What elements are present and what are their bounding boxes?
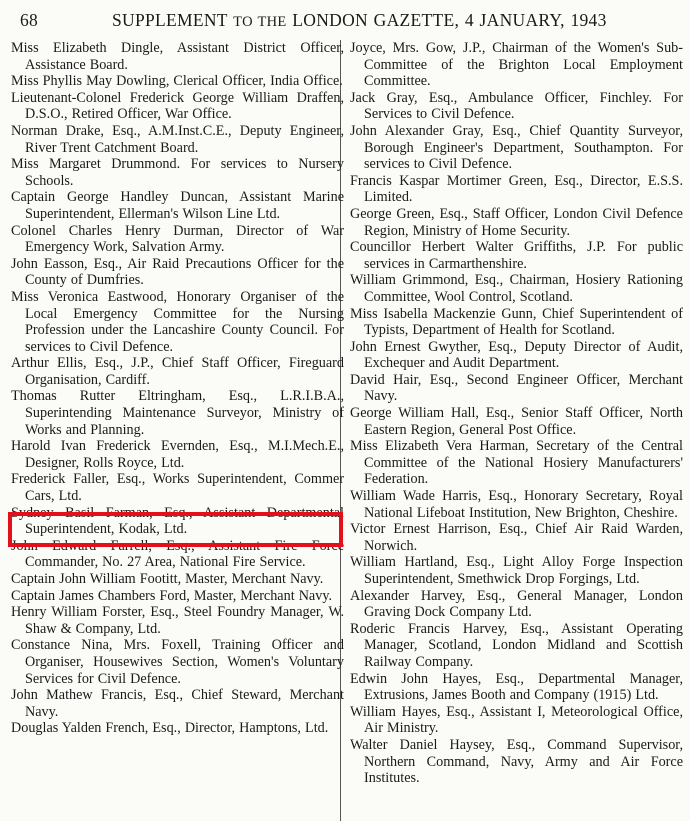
honour-entry: Councillor Herbert Walter Griffiths, J.P. For public services in Carmarthenshire.	[350, 239, 683, 272]
honour-entry: Lieutenant-Colonel Frederick George William Draffen, D.S.O., Retired Officer, War Office.	[11, 89, 344, 123]
honour-entry: Arthur Ellis, Esq., J.P., Chief Staff Officer, Fireguard Organisation, Cardiff.	[11, 355, 344, 388]
honour-entry: Captain John William Footitt, Master, Merchant Navy.	[11, 571, 324, 587]
honour-entry: Harold Ivan Frederick Evernden, Esq., M.I.Mech.E., Designer, Rolls Royce, Ltd.	[11, 438, 344, 471]
honour-entry: Henry William Forster, Esq., Steel Foundry Manager, W. Shaw & Company, Ltd.	[11, 604, 344, 637]
honour-entry: Alexander Harvey, Esq., General Manager, London Graving Dock Company Ltd.	[350, 587, 683, 621]
page-number: 68	[20, 10, 39, 30]
honour-entry: Norman Drake, Esq., A.M.Inst.C.E., Deputy Engineer, River Trent Catchment Board.	[11, 122, 344, 156]
honour-entry: William Hayes, Esq., Assistant I, Meteorological Office, Air Ministry.	[350, 703, 683, 737]
honour-entry: Victor Ernest Harrison, Esq., Chief Air Raid Warden, Norwich.	[350, 521, 683, 554]
honour-entry: Miss Margaret Drummond. For services to Nursery Schools.	[11, 156, 344, 189]
honour-entry: John Edward Farrell, Esq., Assistant Fire Force Commander, No. 27 Area, National Fire Service.	[11, 537, 344, 571]
honour-entry: Edwin John Hayes, Esq., Departmental Manager, Extrusions, James Booth and Company (1915) Ltd.	[350, 670, 683, 704]
honour-entry: David Hair, Esq., Second Engineer Officer, Merchant Navy.	[350, 371, 683, 405]
honour-entry: Miss Elizabeth Vera Harman, Secretary of the Central Committee of the National Hosiery Manufacturers' Federation.	[350, 438, 683, 488]
honour-entry: Thomas Rutter Eltringham, Esq., L.R.I.B.A., Superintending Maintenance Surveyor, Ministry of Works and Planning.	[11, 388, 344, 438]
honour-entry: John Easson, Esq., Air Raid Precautions Officer for the County of Dumfries.	[11, 255, 344, 289]
honour-entry: George William Hall, Esq., Senior Staff Officer, North Eastern Region, General Post Office.	[350, 405, 683, 438]
honour-entry: Miss Elizabeth Dingle, Assistant District Officer, Assistance Board.	[11, 40, 344, 73]
honour-entry: William Grimmond, Esq., Chairman, Hosiery Rationing Committee, Wool Control, Scotland.	[350, 272, 683, 305]
honour-entry: Douglas Yalden French, Esq., Director, Hamptons, Ltd.	[11, 720, 329, 737]
honour-entry: Constance Nina, Mrs. Foxell, Training Officer and Organiser, Housewives Section, Women's Voluntary Services for Civil Defence.	[11, 637, 344, 687]
highlight-box	[8, 512, 343, 547]
honour-entry: Colonel Charles Henry Durman, Director of War Emergency Work, Salvation Army.	[11, 222, 344, 256]
honour-entry: John Ernest Gwyther, Esq., Deputy Director of Audit, Exchequer and Audit Department.	[350, 338, 683, 372]
honour-entry: Frederick Faller, Esq., Works Superintendent, Commer Cars, Ltd.	[11, 471, 344, 505]
title-date: 4 JANUARY, 1943	[464, 10, 607, 30]
right-column	[350, 40, 683, 787]
left-column	[11, 40, 344, 737]
honour-entry: Miss Phyllis May Dowling, Clerical Officer, India Office.	[11, 73, 343, 90]
title-to-the: TO THE	[233, 14, 287, 30]
title-supplement: SUPPLEMENT	[112, 10, 228, 30]
honour-entry: John Alexander Gray, Esq., Chief Quantity Surveyor, Borough Engineer's Department, Southampton. For services to Civil Defence.	[350, 122, 683, 173]
honour-entry: Miss Veronica Eastwood, Honorary Organiser of the Local Emergency Committee for the Nursing Profession under the Lancashire County Council. For services to Civil Defence.	[11, 288, 344, 355]
honour-entry: Roderic Francis Harvey, Esq., Assistant Operating Manager, Scotland, London Midland and Scottish Railway Company.	[350, 620, 683, 670]
honour-entry: Walter Daniel Haysey, Esq., Command Supervisor, Northern Command, Navy, Army and Air Force Institutes.	[350, 736, 683, 787]
honour-entry: Captain George Handley Duncan, Assistant Marine Superintendent, Ellerman's Wilson Line Ltd.	[11, 189, 344, 222]
honour-entry: Joyce, Mrs. Gow, J.P., Chairman of the Women's Sub-Committee of the Brighton Local Employment Committee.	[350, 40, 683, 90]
honour-entry: Miss Isabella Mackenzie Gunn, Chief Superintendent of Typists, Department of Health for Scotland.	[350, 305, 683, 339]
honour-entry: Sydney Basil Farman, Esq., Assistant Departmental Superintendent, Kodak, Ltd.	[11, 504, 344, 538]
title-paper: LONDON GAZETTE,	[292, 10, 460, 30]
honour-entry: William Hartland, Esq., Light Alloy Forge Inspection Superintendent, Smethwick Drop Forgings, Ltd.	[350, 554, 683, 587]
honour-entry: John Mathew Francis, Esq., Chief Steward, Merchant Navy.	[11, 687, 344, 720]
honour-entry: George Green, Esq., Staff Officer, London Civil Defence Region, Ministry of Home Security.	[350, 205, 683, 239]
honour-entry: William Wade Harris, Esq., Honorary Secretary, Royal National Lifeboat Institution, New Brighton, Cheshire.	[350, 488, 683, 521]
honour-entry: Jack Gray, Esq., Ambulance Officer, Finchley. For Services to Civil Defence.	[350, 89, 683, 123]
page-title	[112, 10, 607, 31]
page-header	[0, 6, 690, 32]
honour-entry: Captain James Chambers Ford, Master, Merchant Navy.	[11, 587, 333, 604]
honour-entry: Francis Kaspar Mortimer Green, Esq., Director, E.S.S. Limited.	[350, 172, 683, 206]
